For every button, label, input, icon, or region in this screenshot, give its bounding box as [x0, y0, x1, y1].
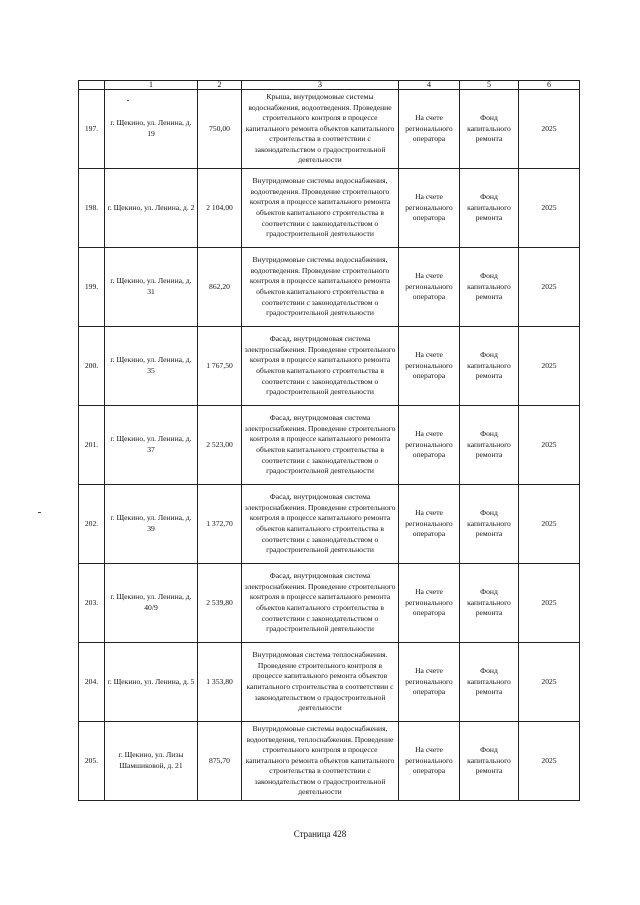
account-type-cell: На счете регионального оператора — [399, 406, 460, 485]
address-cell: г. Щекино, ул. Ленина, д. 37 — [105, 406, 198, 485]
row-number-cell: 197. — [79, 90, 105, 169]
funding-source-cell: Фонд капитального ремонта — [460, 406, 519, 485]
table-row — [79, 406, 580, 485]
row-number-cell: 202. — [79, 485, 105, 564]
account-type-cell: На счете регионального оператора — [399, 327, 460, 406]
funding-source-cell: Фонд капитального ремонта — [460, 722, 519, 801]
account-type-cell: На счете регионального оператора — [399, 248, 460, 327]
cost-cell: 2 539,80 — [198, 564, 242, 643]
address-cell: г. Щекино, ул. Лизы Шамшиковой, д. 21 — [105, 722, 198, 801]
account-type-cell: На счете регионального оператора — [399, 722, 460, 801]
funding-source-cell: Фонд капитального ремонта — [460, 90, 519, 169]
works-description-cell: Фасад, внутридомовая система электроснабжения. Проведение строительного контроля в процессе капитального ремонта объектов капитального строительства в соответствии с законодательством о градостроительной деятельности — [242, 564, 399, 643]
funding-source-cell: Фонд капитального ремонта — [460, 643, 519, 722]
account-type-cell: На счете регионального оператора — [399, 564, 460, 643]
works-description-cell: Фасад, внутридомовая система электроснабжения. Проведение строительного контроля в процессе капитального ремонта объектов капитального строительства в соответствии с законодательством о градостроительной деятельности — [242, 327, 399, 406]
cost-cell: 1 767,50 — [198, 327, 242, 406]
works-description-cell: Крыша, внутридомовые системы водоснабжения, водоотведения. Проведение строительного контроля в процессе капитального ремонта объектов капитального строительства в соответствии с законодательством о градостроительной деятельности — [242, 90, 399, 169]
table-row — [79, 722, 580, 801]
cost-cell: 1 372,70 — [198, 485, 242, 564]
cost-cell: 1 353,80 — [198, 643, 242, 722]
works-description-cell: Внутридомовые системы водоснабжения, водоотведения. Проведение строительного контроля в процессе капитального ремонта объектов капитального строительства в соответствии с законодательством о градостроительной деятельности — [242, 248, 399, 327]
year-cell: 2025 — [519, 406, 580, 485]
cost-cell: 2 523,00 — [198, 406, 242, 485]
column-number-cell: 5 — [460, 81, 519, 90]
account-type-cell: На счете регионального оператора — [399, 643, 460, 722]
page-number: Страница 428 — [293, 829, 347, 839]
works-description-cell: Фасад, внутридомовая система электроснабжения. Проведение строительного контроля в процессе капитального ремонта объектов капитального строительства в соответствии с законодательством о градостроительной деятельности — [242, 485, 399, 564]
column-number-row — [79, 81, 580, 90]
funding-source-cell: Фонд капитального ремонта — [460, 248, 519, 327]
year-cell: 2025 — [519, 327, 580, 406]
year-cell: 2025 — [519, 643, 580, 722]
works-description-cell: Внутридомовые системы водоснабжения, водоотведения, теплоснабжения. Проведение строительного контроля в процессе капитального ремонта объектов капитального строительства в соответствии с законодательством о градостроительной деятельности — [242, 722, 399, 801]
table-row — [79, 485, 580, 564]
row-number-cell: 204. — [79, 643, 105, 722]
year-cell: 2025 — [519, 722, 580, 801]
row-number-cell: 203. — [79, 564, 105, 643]
address-cell: г. Щекино, ул. Ленина, д. 2 — [105, 169, 198, 248]
year-cell: 2025 — [519, 564, 580, 643]
year-cell: 2025 — [519, 248, 580, 327]
table-row — [79, 169, 580, 248]
year-cell: 2025 — [519, 90, 580, 169]
funding-source-cell: Фонд капитального ремонта — [460, 327, 519, 406]
table-row — [79, 327, 580, 406]
account-type-cell: На счете регионального оператора — [399, 90, 460, 169]
column-number-cell: 3 — [242, 81, 399, 90]
row-number-cell: 198. — [79, 169, 105, 248]
row-number-cell: 205. — [79, 722, 105, 801]
cost-cell: 750,00 — [198, 90, 242, 169]
funding-source-cell: Фонд капитального ремонта — [460, 485, 519, 564]
year-cell: 2025 — [519, 485, 580, 564]
table-row — [79, 248, 580, 327]
address-cell: г. Щекино, ул. Ленина, д. 35 — [105, 327, 198, 406]
column-number-cell: 4 — [399, 81, 460, 90]
works-description-cell: Внутридомовые системы водоснабжения, водоотведения. Проведение строительного контроля в процессе капитального ремонта объектов капитального строительства в соответствии с законодательством о градостроительной деятельности — [242, 169, 399, 248]
cost-cell: 862,20 — [198, 248, 242, 327]
works-description-cell: Внутридомовая система теплоснабжения. Проведение строительного контроля в процессе капитального ремонта объектов капитального строительства в соответствии с законодательством о градостроительной деятельности — [242, 643, 399, 722]
funding-source-cell: Фонд капитального ремонта — [460, 564, 519, 643]
cost-cell: 2 104,00 — [198, 169, 242, 248]
row-number-cell: 200. — [79, 327, 105, 406]
works-description-cell: Фасад, внутридомовая система электроснабжения. Проведение строительного контроля в процессе капитального ремонта объектов капитального строительства в соответствии с законодательством о градостроительной деятельности — [242, 406, 399, 485]
cost-cell: 875,70 — [198, 722, 242, 801]
address-cell: г. Щекино, ул. Ленина, д. 5 — [105, 643, 198, 722]
table-row — [79, 564, 580, 643]
column-number-cell — [79, 81, 105, 90]
year-cell: 2025 — [519, 169, 580, 248]
document-sheet — [78, 80, 579, 801]
address-cell: г. Щекино, ул. Ленина, д. 40/9 — [105, 564, 198, 643]
account-type-cell: На счете регионального оператора — [399, 169, 460, 248]
row-number-cell: 199. — [79, 248, 105, 327]
column-number-cell: 1 — [105, 81, 198, 90]
table-row — [79, 643, 580, 722]
scan-speck — [38, 512, 41, 513]
address-cell: г. Щекино, ул. Ленина, д. 39 — [105, 485, 198, 564]
scan-speck — [127, 100, 129, 101]
column-number-cell: 6 — [519, 81, 580, 90]
address-cell: г. Щекино, ул. Ленина, д. 19 — [105, 90, 198, 169]
account-type-cell: На счете регионального оператора — [399, 485, 460, 564]
funding-source-cell: Фонд капитального ремонта — [460, 169, 519, 248]
repair-plan-table — [78, 80, 580, 801]
column-number-cell: 2 — [198, 81, 242, 90]
row-number-cell: 201. — [79, 406, 105, 485]
address-cell: г. Щекино, ул. Ленина, д. 31 — [105, 248, 198, 327]
table-row — [79, 90, 580, 169]
